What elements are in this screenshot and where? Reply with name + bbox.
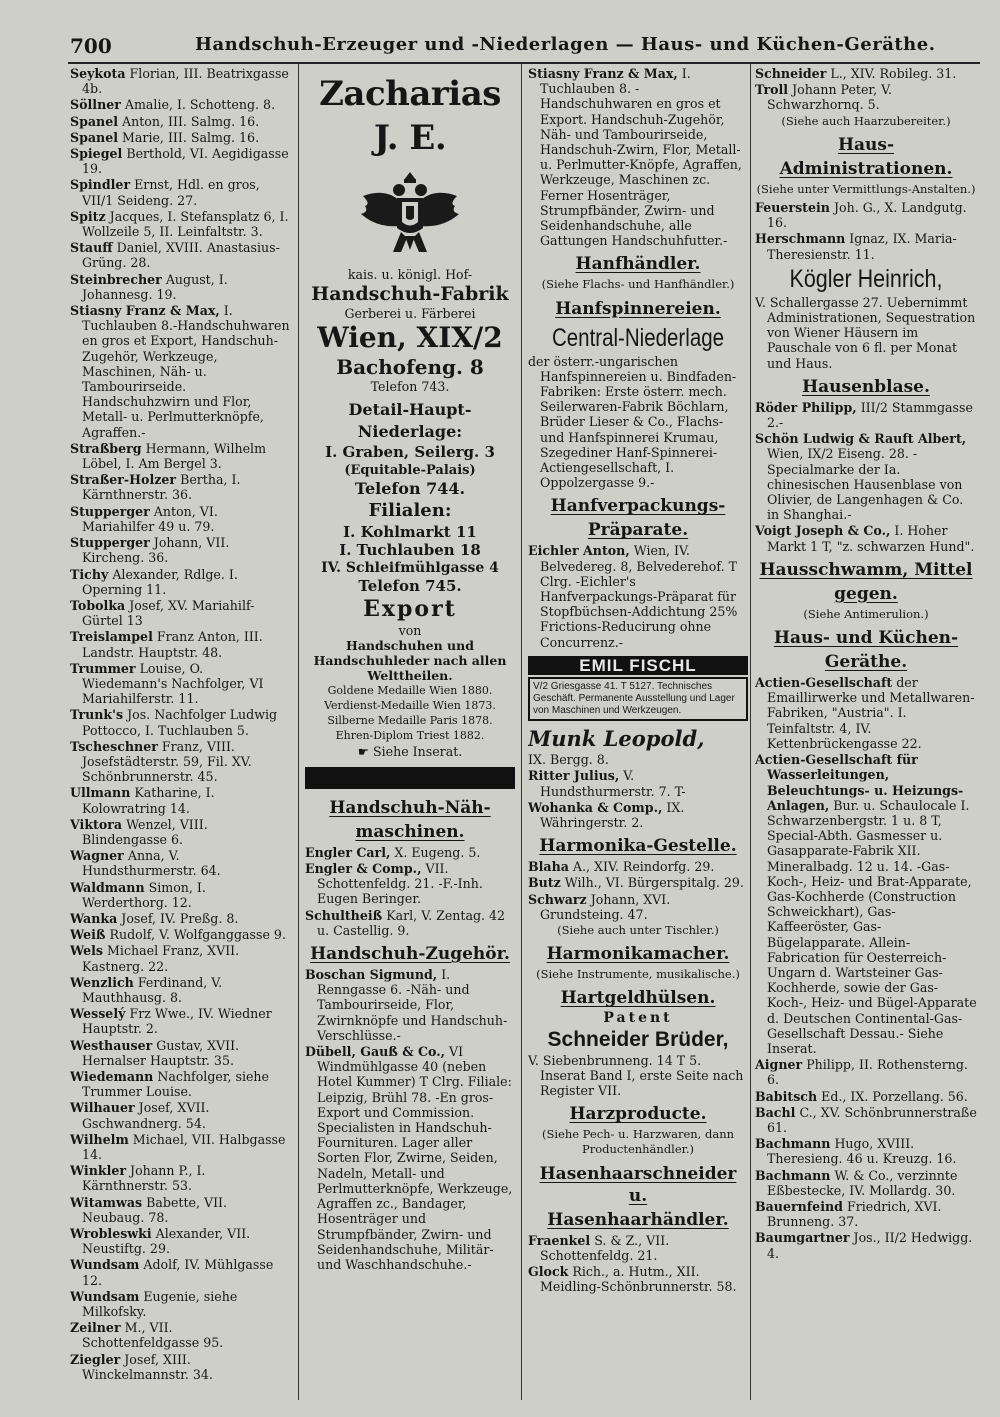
entry-name: Stupperger	[70, 535, 150, 551]
fischl-box-text: V/2 Griesgasse 41. T 5127. Technisches Geschäft. Permanente Ausstellung und Lager von Maschinen und Werkzeugen.	[528, 677, 748, 721]
entry-name: Bachmann	[755, 1167, 831, 1183]
entry-name: Viktora	[70, 816, 123, 832]
naehmaschinen-list	[305, 845, 515, 938]
entry-text: Louise, O. Wiedemann's Nachfolger, VI Mariahilferstr. 11.	[82, 660, 264, 707]
entry-name: Engler Carl,	[305, 844, 391, 860]
entry-name: Witamwas	[70, 1194, 143, 1210]
entry-name: Zeilner	[70, 1320, 121, 1336]
list-item	[305, 908, 515, 938]
entry-name: Wenzlich	[70, 974, 134, 990]
list-item	[70, 504, 292, 534]
entry-name: Spindler	[70, 177, 131, 193]
column-1	[70, 66, 292, 1401]
section-heading: Hanfhändler.	[575, 254, 701, 275]
entry-name: Tichy	[70, 566, 109, 582]
list-item	[755, 82, 977, 112]
entry-name: Schön Ludwig & Rauft Albert,	[755, 431, 967, 447]
entry-name: Seykota	[70, 66, 126, 81]
entry-text: Jos., II/2 Hedwigg. 4.	[767, 1230, 973, 1261]
hausenblase-list	[755, 400, 977, 554]
ad-filialen-heading: Filialen:	[368, 499, 452, 521]
section-heading: Hasenhaarhändler.	[547, 1209, 729, 1230]
entry-text: IX. Währingerstr. 2.	[540, 799, 685, 830]
list-item	[305, 845, 515, 860]
list-item	[528, 1233, 748, 1263]
entry-text: III/2 Stammgasse 2.-	[767, 399, 973, 431]
entry-name: Trummer	[70, 660, 136, 676]
entry-name: Herschmann	[755, 231, 846, 247]
entry-text: Josef, IV. Preßg. 8.	[121, 910, 239, 926]
entry-name: Röder Philipp,	[755, 399, 857, 415]
section-heading: Hausschwamm, Mittel	[759, 559, 973, 580]
entry-text: Katharine, I. Kolowratring 14.	[82, 785, 215, 816]
entry-name: Straßberg	[70, 440, 142, 456]
munk-address: IX. Bergg. 8.	[528, 752, 609, 768]
harmonika-list	[528, 859, 748, 922]
section-heading: Harzproducte.	[569, 1104, 707, 1125]
entry-name: Wesselý	[70, 1006, 126, 1022]
entry-text: Franz, VIII. Josefstädterstr. 59, Fil. XV. Schönbrunnerstr. 45.	[82, 738, 252, 785]
list-item	[528, 892, 748, 922]
entry-name: Dübell, Gauß & Co.,	[305, 1044, 445, 1060]
list-item	[755, 675, 977, 751]
entry-name: Butz	[528, 875, 561, 891]
entry-text: Josef, XV. Mariahilf-Gürtel 13	[82, 597, 255, 629]
list-item	[755, 523, 977, 553]
ad-medal: Goldene Medaille Wien 1880.	[327, 683, 493, 697]
ad-street: Bachofeng. 8	[336, 355, 484, 380]
list-item	[70, 441, 292, 471]
entry-name: Wundsam	[70, 1288, 140, 1304]
entry-text: I. Hoher Markt 1 T, "z. schwarzen Hund".	[767, 523, 975, 554]
entry-text: Alexander, VII. Neustiftg. 29.	[82, 1226, 251, 1257]
entry-text: Bertha, I. Kärnthnerstr. 36.	[82, 472, 241, 503]
list-item	[528, 1264, 748, 1294]
entry-text: Ernst, Hdl. en gros, VII/1 Seideng. 27.	[82, 177, 260, 208]
ad-line-1: kais. u. königl. Hof-	[347, 267, 473, 282]
entry-name: Schneider	[755, 66, 827, 81]
entry-name: Eichler Anton,	[528, 543, 630, 559]
entry-name: Wilhelm	[70, 1131, 129, 1147]
entry-name: Wrobleswki	[70, 1226, 152, 1242]
list-item	[70, 1100, 292, 1130]
section-note: (Siehe Antimerulion.)	[803, 606, 929, 621]
entry-name: Wagner	[70, 848, 124, 864]
ad-filiale: I. Kohlmarkt 11	[343, 522, 477, 541]
ad-medal: Silberne Medaille Paris 1878.	[327, 714, 493, 728]
entry-name: Babitsch	[755, 1088, 818, 1104]
ad-city: Wien, XIX/2	[317, 321, 503, 355]
koegler-text: V. Schallergasse 27. Uebernimmt Administrationen, Sequestration von Wiener Häusern im Pauschale von 6 fl. per Monat und Haus.	[755, 294, 976, 371]
see-inserat-text: Siehe Inserat.	[373, 743, 463, 759]
ad-detail-address: I. Graben, Seilerg. 3	[325, 442, 495, 461]
entry-text: August, I. Johannesg. 19.	[82, 271, 228, 302]
entry-name: Spanel	[70, 129, 119, 145]
list-item	[755, 1199, 977, 1229]
list-item	[70, 785, 292, 815]
entry-text: Rich., a. Hutm., XII. Meidling-Schönbrunnerstr. 58.	[540, 1263, 737, 1295]
entry-text: Friedrich, XVI. Brunneng. 37.	[767, 1198, 942, 1230]
entry-name: Aigner	[755, 1057, 803, 1073]
list-item	[755, 1168, 977, 1198]
entry-name: Schwarz	[528, 891, 587, 907]
entry-text: Johann P., I. Kärnthnerstr. 53.	[82, 1163, 206, 1194]
entry-name: Waldmann	[70, 879, 145, 895]
list-item	[70, 66, 292, 96]
entry-text: VI Windmühlgasse 40 (neben Hotel Kummer) T Clrg. Filiale: Leipzig, Brühl 78. -En gros-Export und Commission. Specialisten in Handschuh-Fournituren. Lager aller Sorten Flor, Zwirne, Seiden, Nadeln, Metall- und Perlmutterknöpfe, Werkzeuge, Agraffen zc., Bandager, Hosenträger und Strumpfbänder, Zwirn- und Seidenhandschuhe, Militär- und Waschhandschuhe.-	[317, 1044, 513, 1272]
section-heading: Harmonikamacher.	[546, 944, 730, 965]
section-heading: Geräthe.	[824, 652, 908, 673]
entry-text: Gustav, XVII. Hernalser Hauptstr. 35.	[82, 1037, 240, 1068]
entry-text: I. Tuchlauben 8.-Handschuhwaren en gros et Export, Handschuh-Zugehör, Werkzeuge, Maschinen, Näh- u. Tambourirseide. Handschuhzwirn und Flor, Metall- u. Perlmutterknöpfe, Agraffen.-	[82, 303, 290, 440]
kuechen-list	[755, 675, 977, 1261]
entry-name: Ullmann	[70, 785, 131, 801]
entry-text: Nachfolger, siehe Trummer Louise.	[82, 1069, 269, 1100]
column-divider	[298, 64, 299, 1400]
entry-name: Steinbrecher	[70, 271, 162, 287]
entry-text: Ferdinand, V. Mauthhausg. 8.	[82, 974, 223, 1005]
administration-list	[755, 200, 977, 262]
section-heading: Haus-	[837, 134, 895, 155]
list-item	[755, 66, 977, 81]
entry-name: Wiedemann	[70, 1069, 154, 1084]
section-heading: Hanfverpackungs-	[550, 496, 726, 517]
list-item	[70, 472, 292, 502]
entry-text: Wien, IV. Belvedereg. 8, Belvederehof. T Clrg. -Eichler's Hanfverpackungs-Präparat für Stopfbüchsen-Addichtung 25% Frictions-Reducirung ohne Concurrenz.-	[540, 543, 738, 650]
list-item	[70, 567, 292, 597]
entry-name: Spanel	[70, 113, 119, 129]
column-divider	[750, 64, 751, 1400]
entry-text: C., XV. Schönbrunnerstraße 61.	[767, 1104, 977, 1135]
list-item	[755, 400, 977, 430]
entry-text: W. & Co., verzinnte Eßbestecke, IV. Mollardg. 30.	[767, 1167, 958, 1198]
list-item	[70, 848, 292, 878]
entry-name: Stupperger	[70, 503, 150, 519]
entry-name: Schultheiß	[305, 907, 383, 923]
entry-name: Treislampel	[70, 629, 153, 645]
section-heading: Harmonika-Gestelle.	[539, 836, 737, 857]
list-item	[755, 231, 977, 261]
list-item	[70, 629, 292, 659]
section-heading: Handschuh-Näh-	[329, 797, 491, 818]
section-note: (Siehe auch Haarzubereiter.)	[781, 113, 951, 128]
entry-name: Actien-Gesellschaft	[755, 675, 893, 691]
entry-text: Michael, VII. Halbgasse 14.	[82, 1131, 286, 1163]
list-item	[70, 177, 292, 207]
entry-text: Hermann, Wilhelm Löbel, I. Am Bergel 3.	[82, 440, 267, 472]
section-heading: Hartgeldhülsen.	[560, 988, 716, 1009]
entry-text: I. Renngasse 6. -Näh- und Tambourirseide, Flor, Zwirnknöpfe und Handschuh-Verschlüsse.-	[317, 967, 508, 1043]
entry-name: Engler & Comp.,	[305, 861, 422, 877]
entry-name: Stauff	[70, 240, 113, 256]
entry-name: Wohanka & Comp.,	[528, 799, 663, 815]
list-item	[70, 1352, 292, 1382]
entry-name: Actien-Gesellschaft für Wasserleitungen, Beleuchtungs- u. Heizungs-Anlagen,	[755, 752, 964, 813]
entry-name: Spitz	[70, 208, 106, 224]
entry-name: Baumgartner	[755, 1230, 850, 1246]
entry-text: Amalie, I. Schotteng. 8.	[124, 97, 276, 113]
ad-filiale: I. Tuchlauben 18	[339, 540, 481, 559]
list-item	[755, 1230, 977, 1260]
entry-name: Bauernfeind	[755, 1198, 843, 1214]
list-item	[755, 200, 977, 230]
list-item	[70, 1006, 292, 1036]
entry-name: Tscheschner	[70, 738, 158, 754]
entry-text: Wien, IX/2 Eiseng. 28. -Specialmarke der Ia. chinesischen Hausenblase von Olivier, de Langenhagen & Co. in Shanghai.-	[767, 446, 964, 523]
entry-name: Boschan Sigmund,	[305, 967, 438, 983]
list-item	[755, 431, 977, 522]
section-heading: Präparate.	[587, 520, 689, 541]
list-item	[70, 209, 292, 239]
section-heading: maschinen.	[355, 821, 465, 842]
section-note: (Siehe Instrumente, musikalische.)	[536, 967, 740, 982]
list-item	[70, 943, 292, 973]
section-heading: gegen.	[834, 583, 898, 604]
entry-name: Winkler	[70, 1163, 127, 1179]
section-note: (Siehe Flachs- und Hanfhändler.)	[541, 277, 735, 292]
entry-name: Wilhauer	[70, 1100, 135, 1116]
page-number: 700	[70, 34, 112, 58]
entry-text: Johann Peter, V. Schwarzhornq. 5.	[767, 82, 892, 113]
list-item	[70, 1163, 292, 1193]
list-item	[755, 752, 977, 1056]
column-3	[528, 66, 748, 1401]
section-note: (Siehe Pech- u. Harzwaren, dann Productenhändler.)	[541, 1127, 735, 1157]
entry-text: Josef, XIII. Winckelmannstr. 34.	[82, 1351, 213, 1382]
entry-name: Bachmann	[755, 1136, 831, 1152]
black-divider-bar	[305, 767, 515, 789]
ad-detail-palais: (Equitable-Palais)	[344, 462, 476, 478]
entry-name: Söllner	[70, 97, 121, 113]
ad-medal: Verdienst-Medaille Wien 1873.	[324, 699, 496, 713]
list-item	[755, 1136, 977, 1166]
list-item	[70, 1038, 292, 1068]
section-heading: Hanfspinnereien.	[555, 298, 721, 319]
entry-text: Florian, III. Beatrixgasse 4b.	[82, 66, 289, 97]
list-item	[305, 967, 515, 1043]
ad-line-2: Handschuh-Fabrik	[311, 283, 509, 306]
list-item	[70, 114, 292, 129]
entry-text: Anton, VI. Mariahilfer 49 u. 79.	[82, 503, 218, 534]
entry-text: Frz Wwe., IV. Wiedner Hauptstr. 2.	[82, 1006, 272, 1037]
section-heading: Administrationen.	[779, 158, 953, 179]
entry-text: Johann, XVI. Grundsteing. 47.	[540, 891, 671, 922]
entry-text: Johann, VII. Kircheng. 36.	[82, 535, 230, 566]
entry-text: Wilh., VI. Bürgerspitalg. 29.	[564, 875, 744, 891]
list-item	[528, 875, 748, 890]
entry-name: Tobolka	[70, 597, 126, 613]
central-niederlage-title: Central-Niederlage	[551, 323, 725, 352]
list-item	[755, 1089, 977, 1104]
entry-text: Ignaz, IX. Maria-Theresienstr. 11.	[767, 231, 957, 262]
section-note: (Siehe unter Vermittlungs-Anstalten.)	[756, 181, 976, 196]
entry-text: X. Eugeng. 5.	[394, 844, 481, 860]
entry-text: Jacques, I. Stefansplatz 6, I. Wollzeile 5, II. Leinfaltstr. 3.	[82, 208, 289, 240]
entry-text: der Emaillirwerke und Metallwaren-Fabriken, "Austria". I. Teinfaltstr. 4, IV. Kettenbrückengasse 22.	[767, 675, 975, 751]
running-head	[60, 34, 990, 62]
ad-export-heading: Export	[363, 595, 457, 622]
entry-text: Anton, III. Salmg. 16.	[122, 113, 260, 129]
list-item	[70, 1069, 292, 1099]
entry-text: Karl, V. Zentag. 42 u. Castellig. 9.	[317, 907, 506, 938]
entry-name: Fraenkel	[528, 1232, 591, 1248]
list-item	[528, 800, 748, 830]
list-item	[528, 859, 748, 874]
list-item	[70, 817, 292, 847]
list-item	[755, 1105, 977, 1135]
entry-text: Joh. G., X. Landgutg. 16.	[767, 200, 967, 231]
entry-name: Spiegel	[70, 146, 123, 162]
list-item	[70, 1320, 292, 1350]
entry-name: Voigt Joseph & Co.,	[755, 523, 891, 539]
munk-name: Munk Leopold,	[528, 726, 705, 752]
entry-text: Babette, VII. Neubaug. 78.	[82, 1194, 228, 1225]
list-item	[70, 535, 292, 565]
schneider-text: V. Siebenbrunneng. 14 T 5. Inserat Band I, erste Seite nach Register VII.	[528, 1052, 744, 1098]
entry-name: Bachl	[755, 1104, 796, 1120]
entry-name: Ziegler	[70, 1351, 121, 1367]
list-item	[70, 661, 292, 707]
entry-text: Josef, XVII. Gschwandnerg. 54.	[82, 1100, 210, 1131]
entry-name: Wundsam	[70, 1257, 140, 1273]
ad-line-3: Gerberei u. Färberei	[344, 306, 476, 322]
entry-name: Straßer-Holzer	[70, 472, 177, 488]
ad-phone-2: Telefon 744.	[354, 478, 466, 498]
entry-text: S. & Z., VII. Schottenfeldg. 21.	[540, 1232, 670, 1263]
patent-label: Patent	[603, 1010, 673, 1027]
entry-text: Berthold, VI. Aegidigasse 19.	[82, 146, 289, 177]
entry-text: Hugo, XVIII. Theresieng. 46 u. Kreuzg. 16.	[767, 1136, 957, 1167]
section-heading: Haus- und Küchen-	[773, 628, 959, 649]
list-item	[528, 543, 748, 649]
list-item	[70, 598, 292, 628]
entry-text: Franz Anton, III. Landstr. Hauptstr. 48.	[82, 629, 263, 660]
list-item	[70, 707, 292, 737]
section-note: (Siehe auch unter Tischler.)	[557, 922, 719, 937]
list-item	[305, 1044, 515, 1272]
entry-name: Feuerstein	[755, 200, 830, 216]
entry-text: Simon, I. Werderthorg. 12.	[82, 879, 206, 910]
entry-text: Wenzel, VIII. Blindengasse 6.	[82, 816, 208, 847]
list-item	[70, 303, 292, 440]
list-item	[755, 1057, 977, 1087]
list-item	[70, 975, 292, 1005]
section-heading: Handschuh-Zugehör.	[310, 944, 510, 965]
ad-phone-1: Telefon 743.	[370, 379, 450, 395]
header-rule	[68, 62, 980, 64]
entry-name: Westhauser	[70, 1037, 153, 1053]
page-title: Handschuh-Erzeuger und -Niederlagen — Haus- und Küchen-Geräthe.	[195, 34, 936, 55]
ad-filiale: IV. Schleifmühlgasse 4	[321, 559, 499, 576]
entry-text: Ed., IX. Porzellang. 56.	[821, 1088, 968, 1104]
fischl-banner: EMIL FISCHL	[528, 656, 748, 675]
entry-text: Philipp, II. Rothensterng. 6.	[767, 1057, 968, 1088]
entry-name: Glock	[528, 1263, 569, 1279]
hasenhaar-list	[528, 1233, 748, 1295]
entry-text: I. Tuchlauben 8. -Handschuhwaren en gros et Export. Handschuh-Zugehör, Näh- und Tambourirseide, Handschuh-Zwirn, Flor, Metall- u. Perlmutter-Knöpfe, Agraffen, Werkzeuge, Maschinen zc. Ferner Hosenträger, Strumpfbänder, Zwirn- und Seidenhandschuhe, alle Gattungen Handschuhfutter.-	[540, 66, 742, 249]
list-item	[70, 1195, 292, 1225]
list-item	[70, 240, 292, 270]
schneider-name: Schneider Brüder,	[547, 1027, 729, 1051]
entry-text: L., XIV. Robileg. 31.	[830, 66, 957, 81]
list-item	[70, 1257, 292, 1287]
ad-detail-heading: Detail-Haupt-Niederlage:	[348, 399, 472, 441]
list-item	[70, 146, 292, 176]
list-item	[70, 911, 292, 926]
entry-text: Bur. u. Schaulocale I. Schwarzenbergstr. 1 u. 8 T, Special-Abth. Gasmesser u. Gasapparate-Fabrik XII. Mineralbadg. 12 u. 14. -Gas-Koch-, Heiz- und Brat-Apparate, Gas-Kochherde (Construction Schweickhart), Gas-Kaffeeröster, Gas-Bügelapparate. Allein-Fabrication für Oesterreich-Ungarn d. Wartsteiner Gas-Kochherde, sowie der Gas-Koch-, Heiz- und Bügel-Apparate d. Deutschen Continental-Gas-Gesellschaft Dessau.- Siehe Inserat.	[767, 797, 977, 1056]
entry-name: Weiß	[70, 927, 106, 943]
list-item	[305, 861, 515, 907]
entry-name: Blaha	[528, 859, 569, 875]
entry-text: A., XIV. Reindorfg. 29.	[572, 859, 715, 875]
entry-text: Adolf, IV. Mühlgasse 12.	[82, 1257, 274, 1288]
section-heading: Hasenhaarschneider u.	[539, 1163, 737, 1206]
entry-text: Michael Franz, XVII. Kastnerg. 22.	[82, 943, 240, 974]
list-item	[70, 739, 292, 785]
column-4	[755, 66, 977, 1401]
entry-name: Wels	[70, 943, 104, 959]
entry-name: Trunk's	[70, 707, 124, 723]
list-item	[70, 97, 292, 112]
ad-export-text: Handschuhen und Handschuhleder nach allen Welttheilen.	[313, 637, 507, 683]
entry-text: Daniel, XVIII. Anastasius-Grüng. 28.	[82, 240, 280, 271]
ad-company-name: Zacharias J. E.	[319, 74, 501, 158]
koegler-name: Kögler Heinrich,	[789, 264, 943, 293]
central-niederlage-text: der österr.-ungarischen Hanfspinnereien u. Bindfaden-Fabriken: Erste österr. mech. Seilerwaren-Fabrik Böchlarn, Brüder Lieser & Co., Flachs- und Hanfspinnerei Krumau, Szegediner Hanf-Spinnerei-Actiengesellschaft, I. Oppolzergasse 9.-	[528, 353, 737, 491]
entry-name: Stiasny Franz & Max,	[528, 66, 678, 81]
list-item	[528, 768, 748, 798]
ad-phone-3: Telefon 745.	[358, 576, 462, 595]
entry-name: Stiasny Franz & Max,	[70, 303, 220, 319]
entry-text: Alexander, Rdlge. I. Operning 11.	[82, 566, 238, 597]
entry-text: Rudolf, V. Wolfganggasse 9.	[109, 927, 286, 943]
ad-see-inserat	[305, 744, 515, 759]
entry-name: Ritter Julius,	[528, 768, 620, 784]
list-item	[70, 927, 292, 942]
ad-medal: Ehren-Diplom Triest 1882.	[335, 729, 485, 743]
entry-name: Troll	[755, 82, 789, 98]
pointing-hand-icon: ☛	[357, 743, 373, 759]
list-item	[70, 130, 292, 145]
entry-text: Jos. Nachfolger Ludwig Pottocco, I. Tuchlauben 5.	[82, 707, 278, 738]
list-item	[70, 1226, 292, 1256]
entry-text: Eugenie, siehe Milkofsky.	[82, 1288, 238, 1320]
entry-name: Wanka	[70, 910, 118, 926]
column-divider	[521, 64, 522, 1400]
section-heading: Hausenblase.	[802, 376, 930, 397]
list-item	[70, 272, 292, 302]
entry-text: Marie, III. Salmg. 16.	[122, 129, 260, 145]
entry-text: Anna, V. Hundsthurmerstr. 64.	[82, 848, 221, 879]
zugehoer-list	[305, 967, 515, 1272]
column-2	[305, 66, 515, 1401]
top-list	[755, 66, 977, 113]
entry-text: V. Hundsthurmerstr. 7. T-	[540, 768, 686, 799]
double-eagle-icon	[355, 166, 465, 261]
list-item	[528, 66, 748, 248]
ad-export-von: von	[398, 622, 422, 638]
fischl-advertisement	[528, 656, 748, 721]
entry-text: VII. Schottenfeldg. 21. -F.-Inh. Eugen Beringer.	[317, 861, 483, 907]
list-item	[70, 1289, 292, 1319]
list-item	[70, 1132, 292, 1162]
entry-text: M., VII. Schottenfeldgasse 95.	[82, 1320, 224, 1351]
list-item	[70, 880, 292, 910]
zacharias-advertisement	[305, 72, 515, 759]
